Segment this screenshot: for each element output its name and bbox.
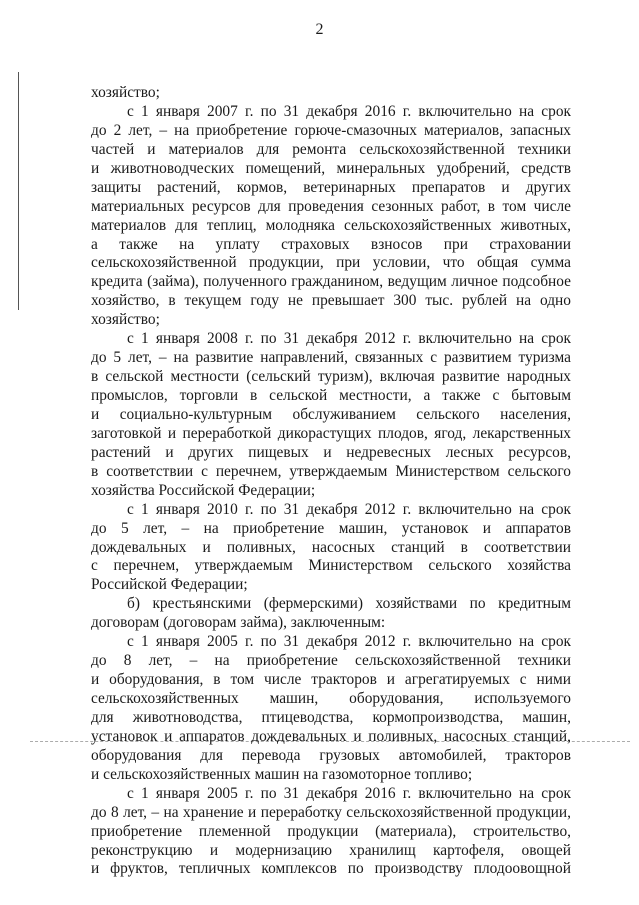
text-line: до 8 лет, – на хранение и переработку сельскохозяйственной продукции, [91,803,571,821]
text-line: заготовкой и переработкой дикорастущих плодов, ягод, лекарственных [91,424,571,442]
text-line: кредита (займа), полученного гражданином, ведущим личное подсобное [91,273,571,291]
scan-margin-line [18,72,19,310]
text-line: до 2 лет, – на приобретение горюче-смазочных материалов, запасных [91,121,571,139]
text-line: дождевальных и поливных, насосных станций в соответствии [91,538,571,556]
text-line: в соответствии с перечнем, утверждаемым Министерством сельского [91,462,571,480]
text-line: защиты растений, кормов, ветеринарных препаратов и других [91,178,571,196]
text-line: до 5 лет, – на приобретение машин, установок и аппаратов [91,519,571,537]
text-line: а также на уплату страховых взносов при страховании [91,235,571,253]
text-line: хозяйство; [91,84,160,101]
text-line: и фруктов, тепличных комплексов по производству плодоовощной [91,860,571,878]
text-line: хозяйство, в текущем году не превышает 300 тыс. рублей на одно [91,292,571,310]
text-line: материалов для теплиц, молодняка сельскохозяйственных животных, [91,216,571,234]
text-line: до 8 лет, – на приобретение сельскохозяйственной техники [91,652,571,670]
text-line: в сельской местности (сельский туризм), включая развитие народных [91,368,571,386]
text-line: с 1 января 2005 г. по 31 декабря 2016 г. включительно на срок [127,784,571,802]
document-body [91,84,571,879]
page-number: 2 [315,21,324,38]
text-line: и животноводческих помещений, минеральных удобрений, средств [91,159,571,177]
text-line: материальных ресурсов для проведения сезонных работ, в том числе [91,197,571,215]
text-line: с перечнем, утверждаемым Министерством сельского хозяйства [91,557,571,575]
text-line: б) крестьянскими (фермерскими) хозяйствами по кредитным [127,595,571,613]
text-line: Российской Федерации; [91,576,248,594]
text-line: сельскохозяйственной продукции, при условии, что общая сумма [91,254,571,272]
text-line: хозяйство; [91,311,160,329]
text-line: с 1 января 2010 г. по 31 декабря 2012 г. включительно на срок [127,500,571,518]
text-line: для животноводства, птицеводства, кормопроизводства, машин, [91,708,571,726]
text-line: промыслов, торговли в сельской местности, а также с бытовым [91,387,571,404]
text-line: оборудования для перевода грузовых автомобилей, тракторов [91,746,571,764]
text-line: реконструкцию и модернизацию хранилищ картофеля, овощей [91,841,571,859]
text-line: до 5 лет, – на развитие направлений, связанных с развитием туризма [91,349,571,367]
text-line: и сельскохозяйственных машин на газомоторное топливо; [91,765,473,783]
text-line: хозяйства Российской Федерации; [91,481,316,499]
text-line: установок и аппаратов дождевальных и поливных, насосных станций, [91,727,571,745]
text-line: приобретение племенной продукции (материала), строительство, [91,822,571,840]
text-line: с 1 января 2008 г. по 31 декабря 2012 г. включительно на срок [127,330,571,348]
text-line: сельскохозяйственных машин, оборудования, используемого [91,690,571,707]
text-line: с 1 января 2005 г. по 31 декабря 2012 г. включительно на срок [127,633,571,651]
text-line: и оборудования, в том числе тракторов и агрегатируемых с ними [91,671,571,689]
text-line: растений и других пищевых и недревесных лесных ресурсов, [91,443,571,461]
text-line: договорам (договорам займа), заключенным: [91,614,386,632]
text-line: частей и материалов для ремонта сельскохозяйственной техники [91,140,571,158]
text-line: с 1 января 2007 г. по 31 декабря 2016 г. включительно на срок [127,102,571,120]
text-line: и социально-культурным обслуживанием сельского населения, [91,405,571,423]
